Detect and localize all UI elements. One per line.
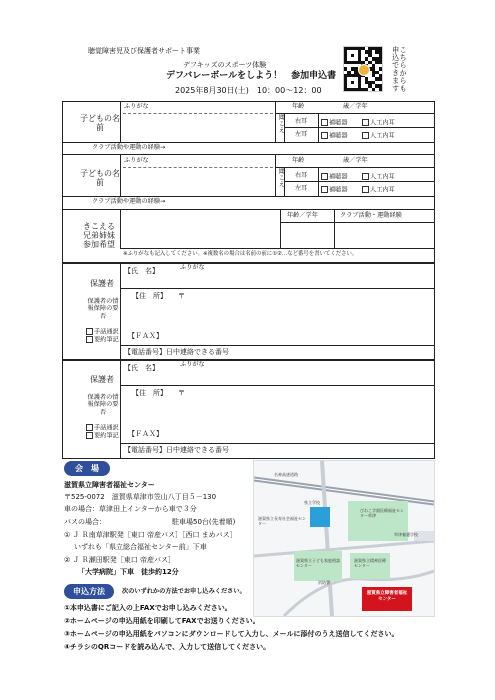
guardian2-fax-input[interactable] [170, 428, 430, 442]
child2-right-aid-check[interactable]: 補聴器 [321, 173, 348, 181]
child1-name-input[interactable] [123, 114, 273, 140]
guardian1-sign-check[interactable]: 手話通訳 [86, 328, 119, 336]
apply-badge: 申込方法 [64, 584, 114, 599]
event-date: 2025年8月30日(土) 10：00〜12：00 [175, 86, 322, 95]
child1-grade-label: 歳／学年 [343, 103, 368, 110]
map-label-special-school: 草津養護学校 [394, 532, 418, 537]
child1-label: 子どもの名前 [80, 114, 120, 133]
guardian2-address-input[interactable] [190, 387, 430, 417]
sibling-note: ※ふりがなも記入してください。※複数名の場合は名前の前に①②…など番号を書いてください。 [123, 251, 358, 257]
apply-item-4: ④チラシのQRコードを読み込んで、入力して送信してください。 [64, 643, 271, 651]
sibling-age-label: 年齢／学年 [287, 212, 318, 219]
venue-name: 滋賀県立障害者福祉センター [64, 481, 155, 489]
child1-hearing-label: 聞こえ [277, 114, 285, 134]
guardian1-need-label: 保護者の情報保障の要否 [87, 298, 119, 320]
guardian2-furigana: ふりがな [180, 361, 205, 368]
child1-left-ear: 左耳 [295, 131, 308, 138]
guardian1-address-input[interactable] [190, 290, 430, 320]
guardian2-name-input[interactable] [160, 362, 430, 382]
child2-grade-label: 歳／学年 [343, 157, 368, 164]
guardian1-summary-check[interactable]: 要約筆記 [86, 336, 119, 344]
child2-right-ear: 右耳 [295, 172, 308, 179]
guardian1-postal-mark: 〒 [178, 292, 185, 300]
form-title: デフバレーボールをしよう！ 参加申込書 [166, 71, 337, 81]
qr-logo-icon [358, 64, 370, 76]
child1-age-label: 年齢 [292, 103, 305, 110]
child2-club-label: クラブ活動や運動の経験→ [92, 198, 166, 205]
guardian1-phone-field: 【電話番号】日中連絡できる番号 [124, 348, 229, 356]
child2-right-ci-check[interactable]: 人工内耳 [362, 173, 395, 181]
subtitle: デフキッズのスポーツ体験 [183, 61, 267, 69]
guardian1-name-input[interactable] [160, 265, 430, 285]
child2-left-ear: 左耳 [295, 185, 308, 192]
map-label-longevity-center: 滋賀県立長寿社会福祉センター [258, 516, 306, 526]
venue-bus2: ② Ｊ Ｒ瀬田駅発［東口 帝産バス］ [64, 556, 175, 564]
guardian1-address-field: 【住 所】 [132, 292, 167, 300]
venue-bus1-stop: いずれも「県立総合福祉センター前」下車 [74, 543, 207, 551]
child2-left-aid-check[interactable]: 補聴器 [321, 186, 348, 194]
map-label-expressway: 名神高速道路 [274, 472, 298, 477]
child1-club-label: クラブ活動や運動の経験→ [92, 144, 166, 151]
map-label-school: 県立学校 [304, 500, 320, 505]
child1-left-aid-check[interactable]: 補聴器 [321, 132, 348, 140]
child1-right-ear: 右耳 [295, 118, 308, 125]
guardian2-phone-field: 【電話番号】日中連絡できる番号 [124, 446, 229, 454]
guardian1-label: 保護者 [90, 279, 114, 288]
venue-parking: 駐車場50台(先着順) [172, 518, 236, 526]
map-label-fire-station: 消防署 [318, 580, 330, 585]
guardian2-label: 保護者 [90, 375, 114, 384]
child2-hearing-label: 聞こえ [277, 168, 285, 188]
guardian1-fax-input[interactable] [170, 330, 430, 344]
venue-badge: 会 場 [64, 461, 110, 476]
child2-label: 子どもの名前 [80, 169, 120, 188]
guardian2-need-label: 保護者の情報保障の要否 [87, 394, 119, 416]
apply-item-2: ②ホームページの申込用紙を印刷してFAXでお送りください。 [64, 617, 260, 625]
venue-address: 〒525-0072 滋賀県草津市笠山八丁目５－130 [64, 493, 217, 501]
guardian2-sign-check[interactable]: 手話通訳 [86, 424, 119, 432]
venue-car: 車の場合：草津田上インターから車で３分 [64, 505, 197, 513]
guardian2-address-field: 【住 所】 [132, 389, 167, 397]
qr-code[interactable] [343, 46, 383, 92]
guardian1-furigana: ふりがな [180, 264, 205, 271]
guardian2-name-field: 【氏 名】 [124, 364, 159, 372]
child1-right-aid-check[interactable]: 補聴器 [321, 119, 348, 127]
org-name: 聴覚障害児及び保護者サポート事業 [88, 47, 200, 55]
guardian2-fax-field: 【ＦＡＸ】 [128, 430, 163, 438]
guardian2-summary-check[interactable]: 要約筆記 [86, 432, 119, 440]
apply-intro: 次のいずれかの方法でお申し込みください。 [122, 588, 246, 595]
child2-left-ci-check[interactable]: 人工内耳 [362, 186, 395, 194]
map-label-child-center: 滋賀県立子ども家庭相談センター [296, 558, 340, 568]
venue-bus1: ① Ｊ Ｒ南草津駅発［東口 帝産バス］［西口 まめバス］ [64, 531, 237, 539]
map-label-biwako: びわこ学園医療福祉センター草津 [360, 508, 404, 518]
qr-note: こちらからも申込できます [391, 46, 409, 93]
sibling-name-input[interactable] [121, 211, 279, 247]
siblings-label: きこえる兄弟姉妹参加希望 [83, 222, 115, 250]
venue-bus2-stop: 「大学病院」下車 徒歩約12分 [78, 568, 179, 576]
apply-item-1: ①本申込書にご記入の上FAXでお申し込みください。 [64, 604, 232, 612]
child2-furigana: ふりがな [124, 157, 149, 164]
guardian1-name-field: 【氏 名】 [124, 267, 159, 275]
map-label-mental-center: 滋賀県立精神医療センター [354, 558, 386, 568]
child2-name-input[interactable] [123, 168, 273, 194]
guardian1-fax-field: 【ＦＡＸ】 [128, 332, 163, 340]
sibling-club-label: クラブ活動・運動経験 [340, 212, 402, 219]
venue-bus-label: バスの場合： [64, 518, 106, 526]
child1-furigana: ふりがな [124, 103, 149, 110]
child2-age-label: 年齢 [292, 157, 305, 164]
child1-right-ci-check[interactable]: 人工内耳 [362, 119, 395, 127]
guardian2-postal-mark: 〒 [178, 389, 185, 397]
map-label-venue: 滋賀県立障害者福祉センター [366, 591, 408, 602]
access-map [253, 460, 435, 617]
apply-item-3: ③ホームページの申込用紙をパソコンにダウンロードして入力し、メールに添付のうえ送信してください。 [64, 630, 399, 638]
child1-left-ci-check[interactable]: 人工内耳 [362, 132, 395, 140]
